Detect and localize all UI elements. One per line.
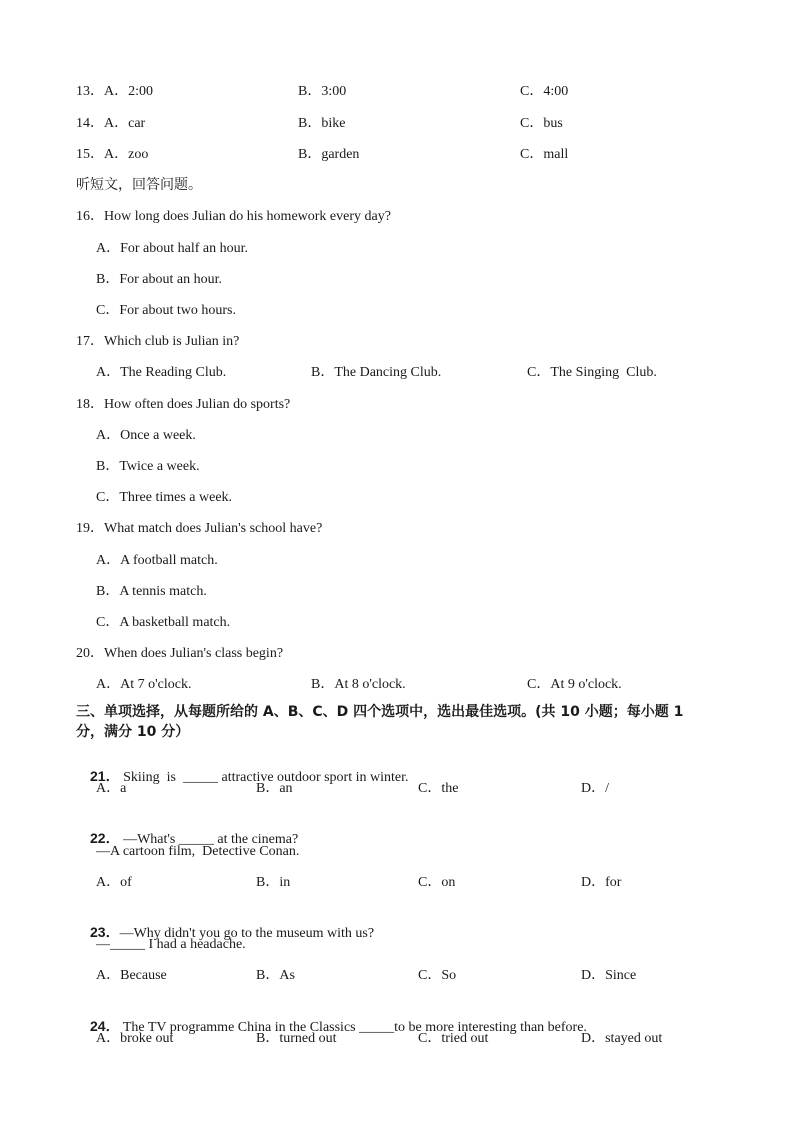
question-stem: 19．What match does Julian's school have? bbox=[76, 521, 323, 536]
option-a: A．Because bbox=[96, 968, 167, 983]
question-number: 14． bbox=[76, 116, 104, 131]
option-d: D．for bbox=[581, 875, 622, 890]
option-a: A．The Reading Club. bbox=[96, 365, 227, 380]
option-a: A．For about half an hour. bbox=[96, 241, 249, 256]
question-stem: The TV programme China in the Classics _____to be more interesting than before. bbox=[119, 1020, 587, 1035]
option-c: C．At 9 o'clock. bbox=[527, 677, 622, 692]
option-b: B．For about an hour. bbox=[96, 272, 222, 287]
option-a: A．of bbox=[96, 875, 132, 890]
passage-instruction: 听短文，回答问题。 bbox=[76, 177, 202, 193]
question-stem: 20．When does Julian's class begin? bbox=[76, 646, 284, 661]
option-c: C．4:00 bbox=[520, 84, 569, 99]
question-stem: Skiing is _____ attractive outdoor sport in winter. bbox=[119, 770, 409, 785]
question-number: 15． bbox=[76, 147, 104, 162]
option-d: D．/ bbox=[581, 781, 609, 796]
question-number: 21． bbox=[90, 768, 120, 784]
option-b: B．The Dancing Club. bbox=[311, 365, 442, 380]
question-stem: 18．How often does Julian do sports? bbox=[76, 397, 291, 412]
question-stem: 17．Which club is Julian in? bbox=[76, 334, 240, 349]
option-b: B．3:00 bbox=[298, 84, 347, 99]
option-a: A．car bbox=[104, 116, 146, 131]
question-stem: —Why didn't you go to the museum with us? bbox=[119, 926, 375, 941]
option-c: C．A basketball match. bbox=[96, 615, 231, 630]
option-a: A．a bbox=[96, 781, 127, 796]
option-b: B．in bbox=[256, 875, 291, 890]
option-b: B．Twice a week. bbox=[96, 459, 200, 474]
option-a: A．broke out bbox=[96, 1031, 174, 1046]
option-c: C．mall bbox=[520, 147, 569, 162]
question-number: 22． bbox=[90, 830, 120, 846]
question-number: 13． bbox=[76, 84, 104, 99]
section-heading-line-2: 分，满分 10 分） bbox=[76, 724, 190, 740]
option-c: C．tried out bbox=[418, 1031, 489, 1046]
option-c: C．the bbox=[418, 781, 459, 796]
option-c: C．For about two hours. bbox=[96, 303, 236, 318]
question-stem: —What's _____ at the cinema? bbox=[119, 832, 299, 847]
option-a: A．At 7 o'clock. bbox=[96, 677, 192, 692]
option-b: B．A tennis match. bbox=[96, 584, 207, 599]
question-stem: 16．How long does Julian do his homework every day? bbox=[76, 209, 391, 224]
option-c: C．Three times a week. bbox=[96, 490, 233, 505]
question-number: 23． bbox=[90, 924, 120, 940]
section-heading-line-1: 三、单项选择，从每题所给的 A、B、C、D 四个选项中，选出最佳选项。(共 10 小题；每小题 1 bbox=[76, 704, 684, 720]
option-c: C．on bbox=[418, 875, 456, 890]
option-d: D．stayed out bbox=[581, 1031, 663, 1046]
option-c: C．So bbox=[418, 968, 457, 983]
option-b: B．As bbox=[256, 968, 295, 983]
option-a: A．A football match. bbox=[96, 553, 218, 568]
option-a: A．zoo bbox=[104, 147, 149, 162]
option-b: B．an bbox=[256, 781, 293, 796]
dialogue-line: —_____ I had a headache. bbox=[96, 937, 246, 952]
question-number: 24． bbox=[90, 1018, 120, 1034]
option-c: C．The Singing Club. bbox=[527, 365, 657, 380]
option-c: C．bus bbox=[520, 116, 563, 131]
option-a: A．2:00 bbox=[104, 84, 153, 99]
option-b: B．At 8 o'clock. bbox=[311, 677, 406, 692]
option-b: B．turned out bbox=[256, 1031, 337, 1046]
dialogue-line: —A cartoon film, Detective Conan. bbox=[96, 844, 300, 859]
option-b: B．bike bbox=[298, 116, 346, 131]
option-a: A．Once a week. bbox=[96, 428, 196, 443]
option-d: D．Since bbox=[581, 968, 637, 983]
option-b: B．garden bbox=[298, 147, 360, 162]
